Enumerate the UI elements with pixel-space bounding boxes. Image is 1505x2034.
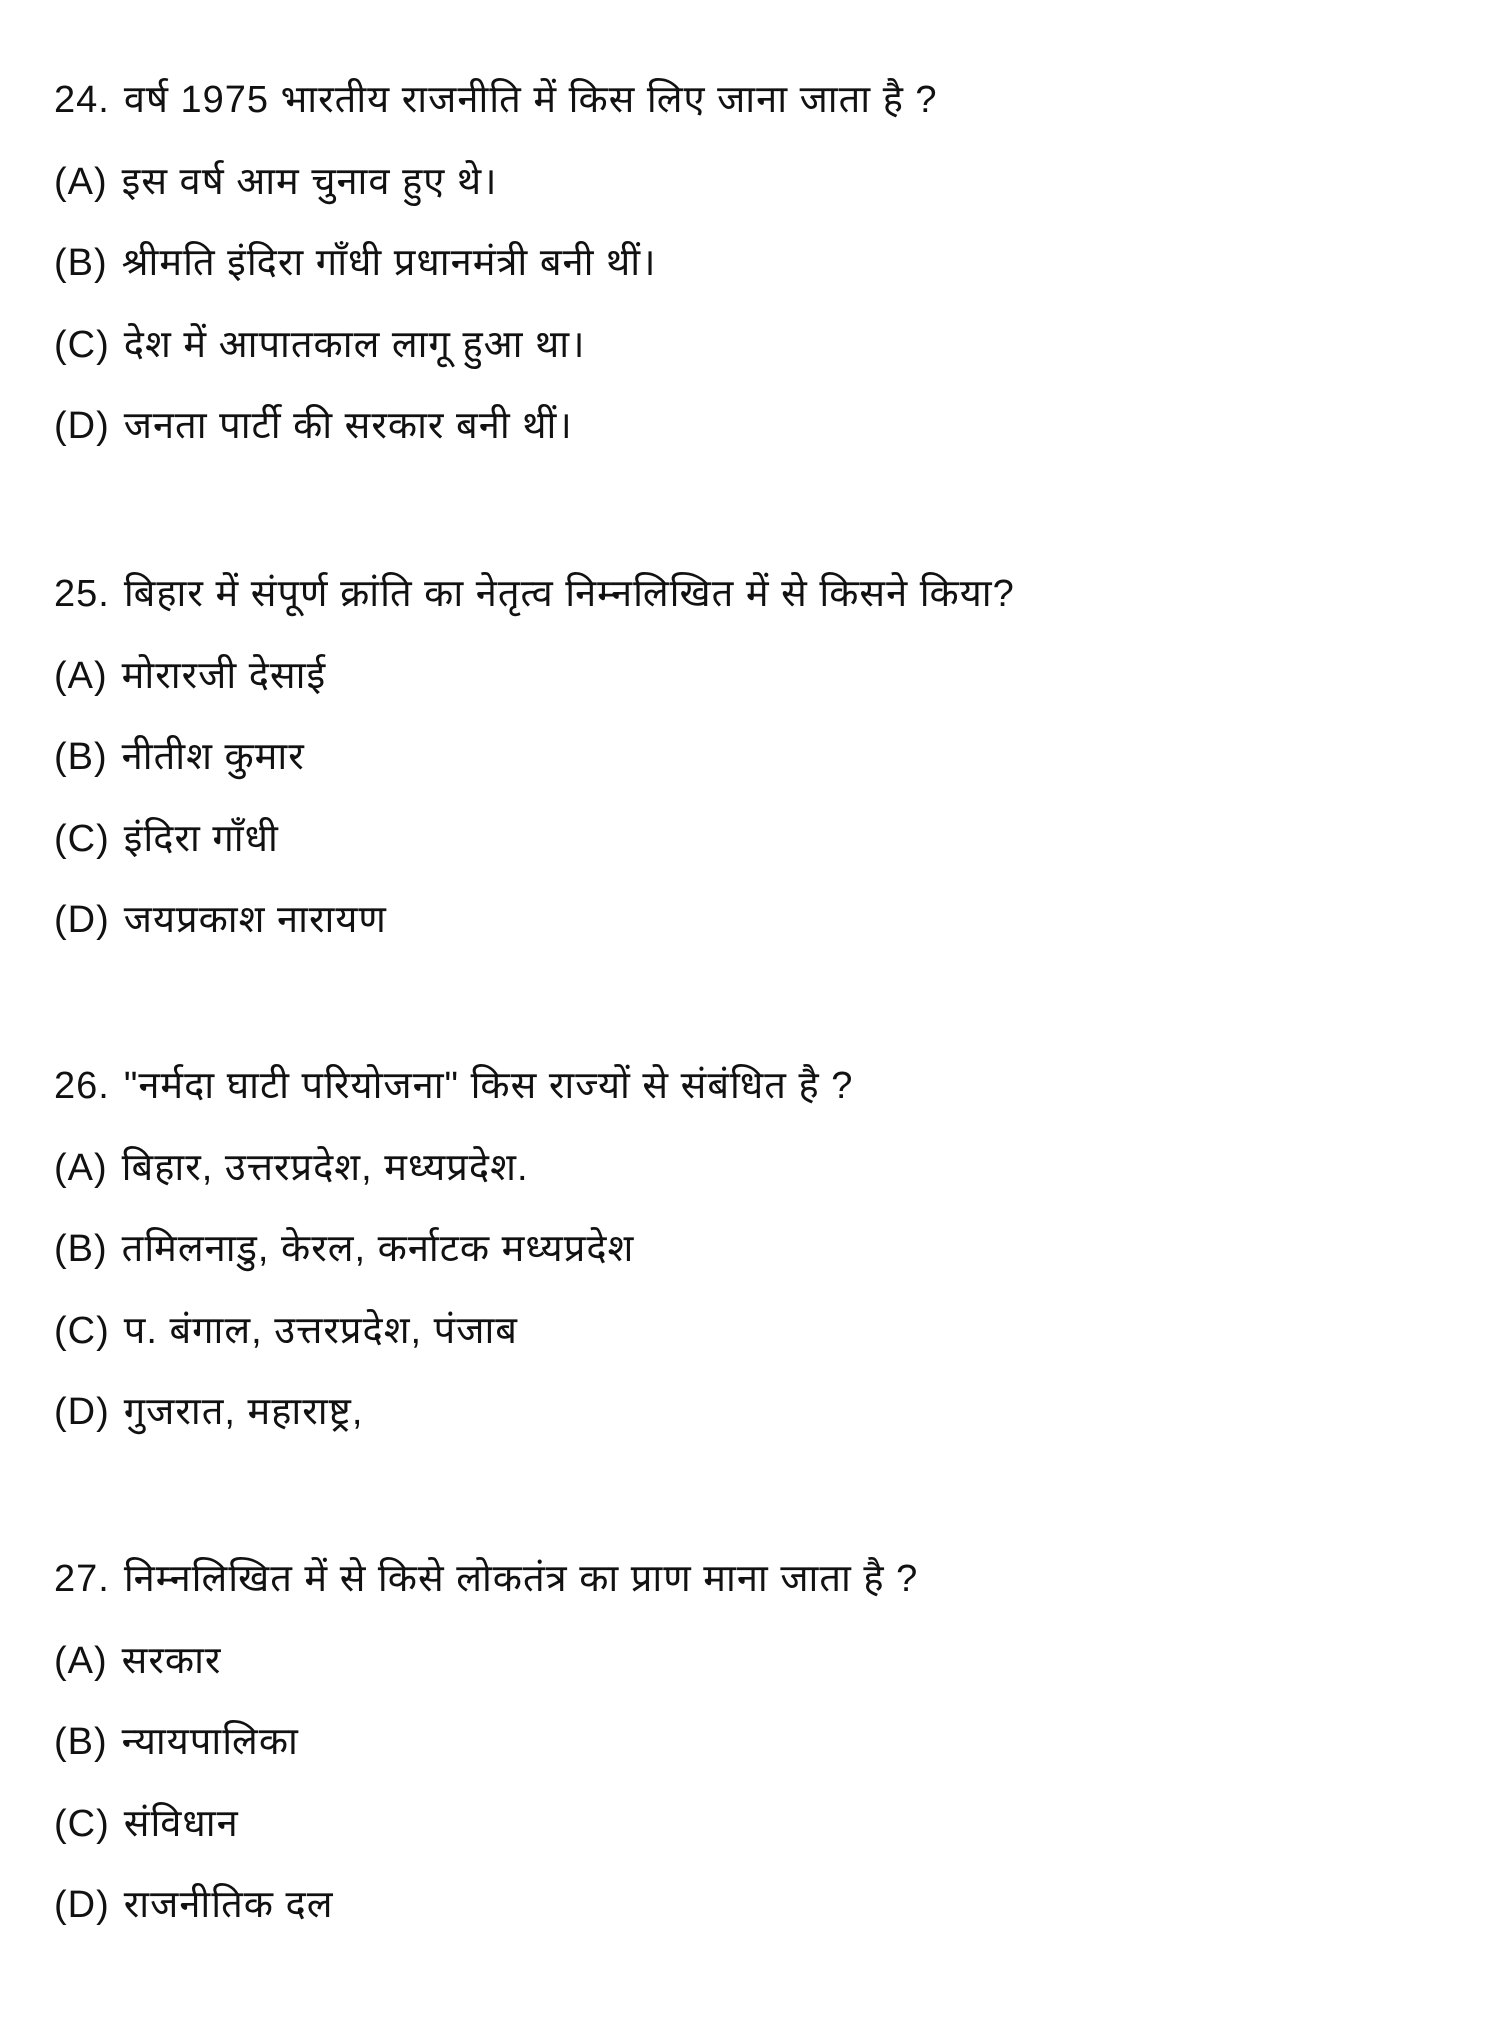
option-text: प. बंगाल, उत्तरप्रदेश, पंजाब — [123, 1309, 518, 1352]
question-text: बिहार में संपूर्ण क्रांति का नेतृत्व निम्नलिखित में से किसने किया? — [123, 573, 1015, 615]
option-label: (B) — [54, 1721, 108, 1763]
option-d — [54, 898, 387, 942]
option-label: (C) — [54, 1309, 110, 1352]
option-label: (A) — [54, 654, 108, 697]
option-label: (A) — [54, 1146, 108, 1189]
option-text: देश में आपातकाल लागू हुआ था। — [123, 323, 586, 366]
option-text: गुजरात, महाराष्ट्र, — [123, 1391, 364, 1433]
option-text: बिहार, उत्तरप्रदेश, मध्यप्रदेश. — [121, 1146, 529, 1189]
option-text: इस वर्ष आम चुनाव हुए थे। — [121, 160, 498, 203]
option-label: (B) — [54, 1228, 108, 1270]
option-label: (D) — [54, 1391, 110, 1433]
option-text: नीतीश कुमार — [121, 736, 305, 778]
option-d — [54, 1883, 333, 1927]
option-a — [54, 654, 326, 698]
option-c — [54, 817, 279, 861]
option-text: इंदिरा गाँधी — [123, 817, 279, 860]
option-text: श्रीमति इंदिरा गाँधी प्रधानमंत्री बनी थीं। — [121, 242, 657, 284]
question-4 — [54, 1557, 918, 1601]
option-b — [54, 735, 305, 779]
option-text: राजनीतिक दल — [123, 1884, 334, 1926]
option-c — [54, 1802, 239, 1846]
question-number: 27. — [54, 1558, 110, 1600]
option-label: (D) — [54, 899, 110, 941]
question-text: "नर्मदा घाटी परियोजना" किस राज्यों से संबंधित है ? — [123, 1065, 854, 1107]
option-label: (D) — [54, 405, 110, 447]
option-text: संविधान — [123, 1802, 239, 1845]
option-label: (A) — [54, 1639, 108, 1682]
option-b — [54, 241, 657, 285]
option-text: तमिलनाडु, केरल, कर्नाटक मध्यप्रदेश — [121, 1228, 635, 1270]
option-a — [54, 1639, 221, 1683]
question-1 — [54, 78, 938, 122]
question-number: 24. — [54, 79, 110, 121]
question-number: 25. — [54, 573, 110, 615]
option-label: (C) — [54, 817, 110, 860]
question-number: 26. — [54, 1065, 110, 1107]
option-d — [54, 404, 573, 448]
option-c — [54, 1309, 518, 1353]
option-b — [54, 1720, 299, 1764]
option-label: (B) — [54, 736, 108, 778]
question-2 — [54, 572, 1015, 616]
option-text: जनता पार्टी की सरकार बनी थीं। — [123, 405, 573, 447]
option-text: जयप्रकाश नारायण — [123, 899, 387, 941]
question-3 — [54, 1064, 853, 1108]
question-text: वर्ष 1975 भारतीय राजनीति में किस लिए जाना जाता है ? — [123, 79, 938, 121]
option-label: (B) — [54, 242, 108, 284]
option-b — [54, 1227, 634, 1271]
question-text: निम्नलिखित में से किसे लोकतंत्र का प्राण माना जाता है ? — [123, 1558, 919, 1600]
option-text: सरकार — [121, 1639, 222, 1682]
option-a — [54, 160, 498, 204]
option-a — [54, 1146, 529, 1190]
option-d — [54, 1390, 363, 1434]
option-label: (D) — [54, 1884, 110, 1926]
option-label: (C) — [54, 323, 110, 366]
option-text: मोरारजी देसाई — [121, 654, 327, 697]
option-c — [54, 323, 586, 367]
option-label: (C) — [54, 1802, 110, 1845]
option-label: (A) — [54, 160, 108, 203]
option-text: न्यायपालिका — [121, 1721, 299, 1763]
